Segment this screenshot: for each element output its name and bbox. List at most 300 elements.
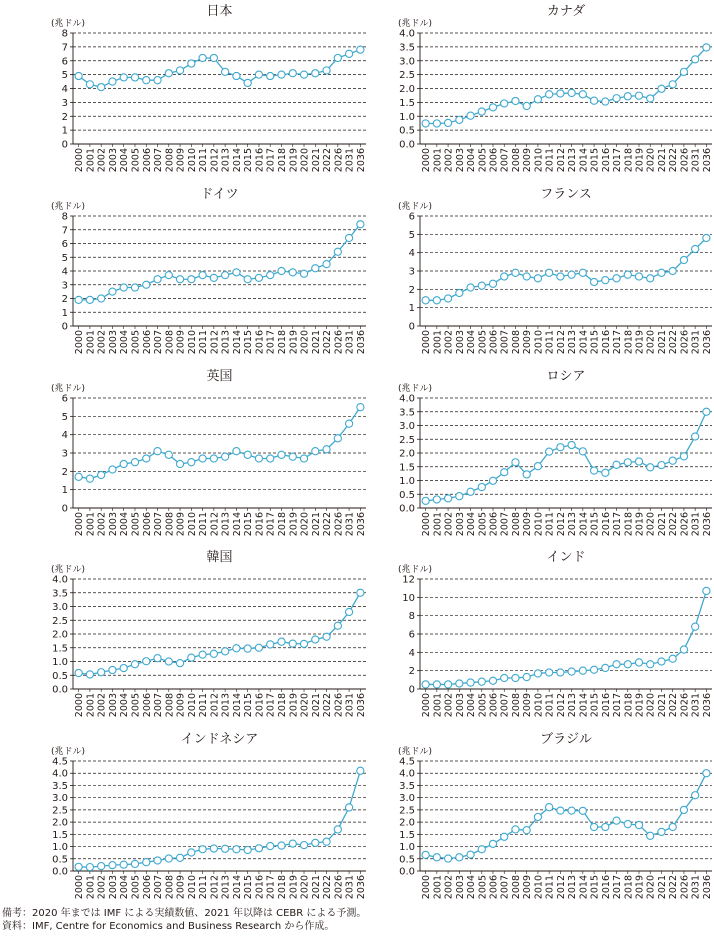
chart-9-point [635,821,642,828]
chart-1-xtick-label: 2020 [645,148,657,173]
chart-3-point [624,271,631,278]
chart-0-ytick-label: 4 [61,84,68,95]
chart-8-point [120,861,127,868]
chart-2-point [176,276,183,283]
chart-3-point [456,289,463,296]
chart-6-xtick-label: 2026 [333,693,345,718]
chart-9-point [444,855,451,862]
chart-3-xtick-label: 2020 [645,330,657,355]
chart-8-ytick-label: 0.0 [52,866,68,878]
chart-3-point [669,267,676,274]
chart-7-xtick-label: 2008 [510,693,522,718]
chart-5-point [669,457,676,464]
chart-5-xtick-label: 2017 [612,512,624,537]
chart-5-point [478,484,485,491]
chart-8-point [188,849,195,856]
chart-7-point [433,681,440,688]
chart-4-xtick-label: 2018 [276,512,288,537]
chart-0-xtick-label: 2022 [322,148,334,173]
chart-8-ytick-label: 2.0 [52,817,68,829]
chart-1-xtick-label: 2003 [454,148,466,173]
chart-7-xtick-label: 2019 [634,693,646,718]
chart-8-point [75,863,82,870]
chart-3-point [512,269,519,276]
chart-5-xtick-label: 2006 [488,512,500,537]
chart-0-unit-label: (兆ドル) [51,19,86,29]
chart-6-point [345,608,352,615]
chart-9-ytick-label: 2.5 [399,805,415,817]
chart-4-point [323,446,330,453]
chart-4-xtick-label: 2021 [310,512,322,537]
chart-7-xtick-label: 2001 [432,693,444,718]
chart-1-point [568,89,575,96]
chart-3-ytick-label: 6 [408,211,415,223]
chart-6-point [176,660,183,667]
chart-2-xtick-label: 2012 [209,330,221,355]
chart-2-unit-label: (兆ドル) [51,202,86,212]
chart-7-xtick-label: 2016 [600,693,612,718]
chart-5-xtick-label: 2031 [690,512,702,537]
chart-2-point [188,276,195,283]
chart-8-point [255,845,262,852]
chart-8-xtick-label: 2026 [333,875,345,900]
chart-9-series-line [426,773,707,858]
chart-3-xtick-label: 2009 [522,330,534,355]
chart-5-xtick-label: 2019 [634,512,646,537]
chart-3-point [422,297,429,304]
chart-4-xtick-label: 2005 [130,512,142,537]
chart-8-xtick-label: 2005 [130,875,142,900]
chart-0-point [222,68,229,75]
chart-1-ytick-label: 2.0 [399,84,415,95]
chart-5-ytick-label: 2.0 [399,448,415,460]
chart-4-xtick-label: 2013 [220,512,232,537]
chart-2-point [312,265,319,272]
chart-1-point [433,120,440,127]
chart-5-point [456,493,463,500]
chart-2-point [154,276,161,283]
chart-4-xtick-label: 2011 [198,512,210,537]
chart-2-xtick-label: 2020 [299,330,311,355]
chart-4-point [300,455,307,462]
chart-9-point [546,804,553,811]
chart-8-xtick-label: 2001 [85,875,97,900]
chart-6-xtick-label: 2016 [254,693,266,718]
chart-9-point [467,851,474,858]
chart-3-ytick-label: 3 [408,266,415,278]
chart-5-xtick-label: 2036 [701,512,713,537]
chart-2-xtick-label: 2015 [243,330,255,355]
chart-6-point [98,669,105,676]
chart-4-xtick-label: 2001 [85,512,97,537]
chart-1-point [624,93,631,100]
chart-9-xtick-label: 2007 [499,875,511,900]
chart-0-point [233,72,240,79]
chart-9-xtick-label: 2016 [600,875,612,900]
chart-0-point [300,71,307,78]
chart-1-xtick-label: 2015 [589,148,601,173]
chart-5-xtick-label: 2018 [623,512,635,537]
chart-0-point [165,70,172,77]
chart-3-xtick-label: 2000 [421,330,433,355]
chart-8-ytick-label: 0.5 [52,854,68,866]
chart-3-title: フランス [540,187,592,202]
chart-8-point [86,863,93,870]
chart-5-point [602,469,609,476]
chart-9-xtick-label: 2012 [555,875,567,900]
chart-6-point [233,645,240,652]
chart-8-xtick-label: 2016 [254,875,266,900]
chart-6-xtick-label: 2011 [198,693,210,718]
chart-0-point [143,77,150,84]
chart-2-ytick-label: 0 [61,321,68,333]
chart-6-title: 韓国 [206,550,233,565]
chart-2-ytick-label: 7 [61,225,68,237]
chart-0-ytick-label: 7 [61,42,68,54]
chart-1-ytick-label: 3.0 [399,56,415,68]
chart-3-point [523,273,530,280]
chart-1-xtick-label: 2007 [499,148,511,173]
chart-4-ytick-label: 1 [61,485,68,497]
chart-7-point [467,679,474,686]
chart-4-xtick-label: 2012 [209,512,221,537]
chart-8-xtick-label: 2011 [198,875,210,900]
chart-6-xtick-label: 2003 [107,693,119,718]
chart-7-xtick-label: 2003 [454,693,466,718]
chart-6-ytick-label: 1.0 [52,657,68,668]
chart-0-xtick-label: 2005 [130,148,142,173]
chart-6-point [131,661,138,668]
chart-2-xtick-label: 2003 [107,330,119,355]
chart-2-ytick-label: 1 [61,307,68,319]
chart-3-point [501,273,508,280]
chart-2-title: ドイツ [200,187,239,202]
chart-8-point [345,804,352,811]
chart-3-xtick-label: 2011 [544,330,556,355]
chart-9-ytick-label: 4.0 [399,768,415,780]
chart-9-point [456,854,463,861]
chart-3-xtick-label: 2013 [567,330,579,355]
chart-1-point [444,119,451,126]
chart-1-xtick-label: 2012 [555,148,567,173]
chart-9-xtick-label: 2015 [589,875,601,900]
chart-8-xtick-label: 2012 [209,875,221,900]
chart-1-ytick-label: 1.0 [399,111,415,123]
chart-7-point [692,623,699,630]
chart-2 [51,187,367,354]
chart-1-point [489,104,496,111]
chart-8-xtick-label: 2018 [276,875,288,900]
chart-8-xtick-label: 2015 [243,875,255,900]
chart-7-point [579,667,586,674]
chart-4-xtick-label: 2017 [265,512,277,537]
chart-2-point [323,261,330,268]
chart-8-xtick-label: 2008 [164,875,176,900]
chart-4-xtick-label: 2014 [231,512,243,537]
chart-9-xtick-label: 2006 [488,875,500,900]
chart-4 [51,369,367,536]
chart-0-ytick-label: 8 [61,28,68,40]
chart-3-xtick-label: 2012 [555,330,567,355]
chart-8-xtick-label: 2013 [220,875,232,900]
chart-7-point [534,670,541,677]
chart-5-xtick-label: 2002 [443,512,455,537]
chart-4-ytick-label: 4 [61,430,68,442]
chart-0-point [210,54,217,61]
chart-3-point [444,295,451,302]
chart-3-series-line [426,238,707,300]
chart-0-point [267,72,274,79]
chart-7-point [422,681,429,688]
chart-2-point [165,272,172,279]
chart-6-xtick-label: 2031 [344,693,356,718]
chart-3-ytick-label: 2 [408,284,415,296]
chart-8-ytick-label: 1.0 [52,842,68,854]
chart-9-ytick-label: 1.0 [399,842,415,854]
chart-8-point [300,841,307,848]
footnote-source: 資料：IMF, Centre for Economics and Business Research から作成。 [2,921,335,932]
chart-3-xtick-label: 2001 [432,330,444,355]
chart-7-ytick-label: 10 [402,592,415,604]
chart-5-point [647,464,654,471]
chart-5-point [489,477,496,484]
chart-9-xtick-label: 2014 [578,875,590,900]
chart-1-xtick-label: 2018 [623,148,635,173]
chart-8-xtick-label: 2003 [107,875,119,900]
chart-1-xtick-label: 2010 [533,148,545,173]
chart-3-point [489,280,496,287]
chart-9-point [703,770,710,777]
chart-3-xtick-label: 2002 [443,330,455,355]
chart-3-xtick-label: 2003 [454,330,466,355]
chart-9-point [422,851,429,858]
chart-8-point [165,855,172,862]
chart-1 [398,4,713,172]
chart-7-xtick-label: 2012 [555,693,567,718]
chart-1-point [613,95,620,102]
chart-6-ytick-label: 3.5 [52,588,68,600]
chart-4-point [345,420,352,427]
chart-1-point [647,95,654,102]
chart-9-point [613,817,620,824]
chart-1-ytick-label: 0.0 [399,139,415,151]
chart-6-unit-label: (兆ドル) [51,565,86,575]
chart-6-point [334,622,341,629]
chart-5-ytick-label: 3.5 [399,407,415,419]
chart-2-point [98,295,105,302]
chart-6-point [357,589,364,596]
chart-6-ytick-label: 1.5 [52,643,68,655]
chart-1-xtick-label: 2005 [477,148,489,173]
chart-1-xtick-label: 2011 [544,148,556,173]
chart-0-xtick-label: 2009 [175,148,187,173]
chart-3-xtick-label: 2004 [466,330,478,355]
chart-0-point [131,74,138,81]
chart-5-xtick-label: 2016 [600,512,612,537]
chart-2-ytick-label: 2 [61,294,68,305]
chart-4-xtick-label: 2022 [322,512,334,537]
chart-7-point [635,659,642,666]
chart-0-point [312,70,319,77]
chart-9-title: ブラジル [540,732,592,747]
chart-0-point [323,67,330,74]
chart-4-xtick-label: 2020 [299,512,311,537]
chart-6-point [188,654,195,661]
chart-3-point [546,269,553,276]
chart-3-point [703,234,710,241]
chart-5-xtick-label: 2000 [421,512,433,537]
chart-7-point [669,655,676,662]
chart-7-point [613,661,620,668]
chart-2-point [255,274,262,281]
chart-1-ytick-label: 0.5 [399,125,415,137]
chart-8-ytick-label: 3.5 [52,780,68,792]
chart-9-xtick-label: 2026 [679,875,691,900]
chart-2-ytick-label: 3 [61,280,68,292]
chart-6-ytick-label: 0.5 [52,670,68,682]
chart-6-xtick-label: 2013 [220,693,232,718]
chart-4-unit-label: (兆ドル) [51,384,86,394]
chart-4-xtick-label: 2006 [141,512,153,537]
chart-9-point [523,827,530,834]
chart-1-xtick-label: 2013 [567,148,579,173]
chart-0-xtick-label: 2011 [198,148,210,173]
chart-8-xtick-label: 2020 [299,875,311,900]
chart-8-point [244,846,251,853]
chart-4-point [75,473,82,480]
chart-5-title: ロシア [546,369,586,384]
chart-7-point [602,664,609,671]
chart-5-xtick-label: 2026 [679,512,691,537]
chart-4-xtick-label: 2010 [186,512,198,537]
chart-8-point [289,840,296,847]
chart-9-ytick-label: 2.0 [399,817,415,829]
chart-0-point [75,72,82,79]
chart-7-point [456,680,463,687]
chart-1-point [658,85,665,92]
chart-0-point [345,50,352,57]
chart-2-xtick-label: 2010 [186,330,198,355]
chart-4-xtick-label: 2026 [333,512,345,537]
chart-1-point [546,91,553,98]
chart-7-ytick-label: 8 [408,611,415,623]
chart-9-ytick-label: 3.5 [399,780,415,792]
chart-7-xtick-label: 2010 [533,693,545,718]
chart-1-point [557,90,564,97]
chart-8-xtick-label: 2010 [186,875,198,900]
chart-1-point [478,108,485,115]
chart-9-xtick-label: 2022 [668,875,680,900]
chart-2-point [289,269,296,276]
chart-8-ytick-label: 1.5 [52,829,68,841]
chart-0-point [357,46,364,53]
chart-9-xtick-label: 2009 [522,875,534,900]
chart-0-point [278,71,285,78]
chart-9-point [647,832,654,839]
chart-0-xtick-label: 2012 [209,148,221,173]
chart-2-xtick-label: 2026 [333,330,345,355]
chart-8-xtick-label: 2009 [175,875,187,900]
chart-6-ytick-label: 3.0 [52,602,68,613]
chart-3-xtick-label: 2016 [600,330,612,355]
chart-3-point [433,297,440,304]
chart-5-point [658,462,665,469]
chart-8-xtick-label: 2014 [231,875,243,900]
chart-2-xtick-label: 2016 [254,330,266,355]
chart-0-ytick-label: 0 [61,139,68,151]
chart-5-ytick-label: 0.5 [399,489,415,501]
chart-3-point [467,284,474,291]
chart-1-xtick-label: 2022 [668,148,680,173]
chart-0-xtick-label: 2010 [186,148,198,173]
chart-9-point [534,813,541,820]
chart-9-point [624,820,631,827]
chart-3-point [680,256,687,263]
chart-4-point [222,453,229,460]
chart-0-xtick-label: 2016 [254,148,266,173]
chart-3-point [658,269,665,276]
chart-8-xtick-label: 2031 [344,875,356,900]
chart-7-xtick-label: 2013 [567,693,579,718]
chart-0-series-line [79,50,361,87]
chart-3-xtick-label: 2015 [589,330,601,355]
chart-2-xtick-label: 2036 [355,330,367,355]
chart-7-ytick-label: 2 [408,666,415,678]
chart-6-ytick-label: 2.5 [52,615,68,627]
chart-0-point [255,71,262,78]
chart-9-point [658,828,665,835]
chart-6-point [199,651,206,658]
chart-3-xtick-label: 2018 [623,330,635,355]
chart-4-title: 英国 [206,369,233,384]
chart-6-point [210,650,217,657]
chart-9-xtick-label: 2019 [634,875,646,900]
chart-9-xtick-label: 2036 [701,875,713,900]
chart-3-point [534,275,541,282]
chart-8-point [222,845,229,852]
chart-2-ytick-label: 6 [61,239,68,250]
chart-6-xtick-label: 2017 [265,693,277,718]
chart-7-ytick-label: 12 [402,574,415,586]
chart-7-xtick-label: 2020 [645,693,657,718]
chart-8-unit-label: (兆ドル) [51,747,86,757]
chart-6-point [312,636,319,643]
chart-5-series-line [426,412,707,501]
chart-9-xtick-label: 2031 [690,875,702,900]
chart-2-point [143,281,150,288]
chart-0-point [154,77,161,84]
chart-4-point [120,460,127,467]
chart-7-point [647,661,654,668]
chart-5-xtick-label: 2012 [555,512,567,537]
chart-2-xtick-label: 2008 [164,330,176,355]
chart-6-xtick-label: 2005 [130,693,142,718]
chart-3-xtick-label: 2007 [499,330,511,355]
chart-9-ytick-label: 0.5 [399,854,415,866]
chart-0-xtick-label: 2015 [243,148,255,173]
chart-1-point [680,68,687,75]
chart-7-point [478,678,485,685]
chart-0-point [188,60,195,67]
chart-3-point [568,271,575,278]
chart-7-xtick-label: 2007 [499,693,511,718]
chart-6-xtick-label: 2009 [175,693,187,718]
chart-5-xtick-label: 2004 [466,512,478,537]
chart-9-point [501,833,508,840]
chart-4-point [154,448,161,455]
chart-6-xtick-label: 2000 [74,693,86,718]
chart-9-xtick-label: 2018 [623,875,635,900]
